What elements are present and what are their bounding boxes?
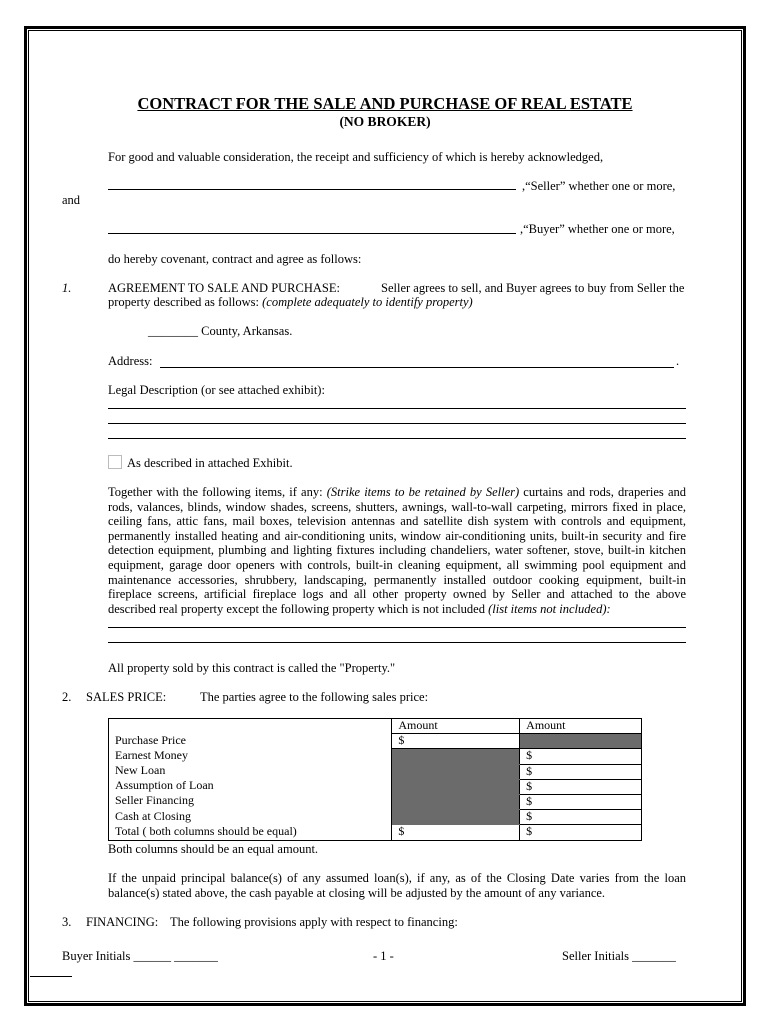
table-row bbox=[109, 734, 642, 749]
section1-text: Seller agrees to sell, and Buyer agrees to buy from Seller the bbox=[381, 281, 685, 295]
header-cell-blank bbox=[109, 719, 392, 734]
address-period: . bbox=[676, 354, 680, 368]
assumption-amount[interactable]: $ bbox=[520, 779, 642, 794]
included-items-body: curtains and rods, draperies and rods, valances, blinds, window shades, screens, shutters, awnings, wall-to-wall carpeting, mirrors fixed in place, ceiling fans, attic fans, mail boxes, television antennas and satellite dish system with controls and equipment, permanently installed heating and air-conditioning units, window air-conditioning units, built-in security and fire detection equipment, plumbing and lighting fixtures including chandeliers, water softener, stove, built-in kitchen equipment, garage door openers with controls, built-in cleaning equipment, all swimming pool equipment and maintenance accessories, shrubbery, landscaping, permanently installed outdoor cooking equipment, built-in fireplace screens, artificial fireplace logs and all other property owned by Seller and attached to the above described real property except the following property which is not included bbox=[108, 485, 686, 616]
document-subtitle: (NO BROKER) bbox=[339, 114, 431, 129]
shaded-cell bbox=[392, 749, 520, 764]
equal-note: Both columns should be an equal amount. bbox=[108, 842, 319, 856]
section3-heading: FINANCING: bbox=[86, 915, 159, 929]
seller-name-field[interactable] bbox=[108, 189, 516, 190]
section1-line2-italic: (complete adequately to identify property) bbox=[262, 295, 473, 309]
header-cell-amount-2: Amount bbox=[520, 719, 642, 734]
section1-number: 1. bbox=[62, 281, 72, 295]
document-title: CONTRACT FOR THE SALE AND PURCHASE OF REAL ESTATE bbox=[137, 94, 633, 113]
legal-description-label: Legal Description (or see attached exhibit): bbox=[108, 383, 325, 397]
legal-description-line-2[interactable] bbox=[108, 423, 686, 424]
table-header-row bbox=[109, 719, 642, 734]
section2-text: The parties agree to the following sales price: bbox=[200, 690, 429, 704]
legal-description-line-3[interactable] bbox=[108, 438, 686, 439]
table-row bbox=[109, 794, 642, 809]
county-line bbox=[148, 324, 292, 339]
footer-rule bbox=[30, 976, 72, 977]
county-label: County, Arkansas. bbox=[201, 324, 293, 338]
cash-at-closing-amount[interactable]: $ bbox=[520, 810, 642, 825]
excluded-items-italic: (list items not included): bbox=[488, 601, 611, 616]
header-cell-amount-1: Amount bbox=[392, 719, 520, 734]
included-items-pre: Together with the following items, if any: bbox=[108, 485, 327, 499]
new-loan-amount[interactable]: $ bbox=[520, 764, 642, 779]
row-label: Earnest Money bbox=[109, 749, 392, 764]
included-items-italic: (Strike items to be retained by Seller) bbox=[326, 485, 520, 499]
seller-label: ,“Seller” whether one or more, bbox=[522, 179, 676, 193]
address-label: Address: bbox=[108, 354, 153, 368]
shaded-cell bbox=[392, 779, 520, 794]
section1-heading: AGREEMENT TO SALE AND PURCHASE: bbox=[108, 281, 340, 295]
row-label: Total ( both columns should be equal) bbox=[109, 825, 392, 840]
table-row bbox=[109, 764, 642, 779]
address-field[interactable] bbox=[160, 367, 674, 368]
shaded-cell bbox=[520, 734, 642, 749]
shaded-cell bbox=[392, 794, 520, 809]
and-word: and bbox=[62, 193, 81, 207]
section2-number: 2. bbox=[62, 690, 72, 704]
row-label: Purchase Price bbox=[109, 734, 392, 749]
buyer-name-field[interactable] bbox=[108, 233, 516, 234]
seller-initials[interactable]: Seller Initials _______ bbox=[562, 949, 676, 963]
section3-text: The following provisions apply with respect to financing: bbox=[170, 915, 458, 929]
table-row-total bbox=[109, 825, 642, 840]
exhibit-label: As described in attached Exhibit. bbox=[127, 456, 293, 470]
buyer-initials[interactable]: Buyer Initials ______ _______ bbox=[62, 949, 218, 963]
total-amount-1[interactable]: $ bbox=[392, 825, 520, 840]
shaded-cell bbox=[392, 764, 520, 779]
page-number: - 1 - bbox=[373, 949, 394, 963]
row-label: New Loan bbox=[109, 764, 392, 779]
total-amount-2[interactable]: $ bbox=[520, 825, 642, 840]
excluded-items-line-2[interactable] bbox=[108, 642, 686, 643]
property-note: All property sold by this contract is called the "Property." bbox=[108, 661, 396, 675]
seller-financing-amount[interactable]: $ bbox=[520, 794, 642, 809]
exhibit-checkbox[interactable] bbox=[108, 455, 122, 469]
table-row bbox=[109, 749, 642, 764]
row-label: Assumption of Loan bbox=[109, 779, 392, 794]
shaded-cell bbox=[392, 810, 520, 825]
row-label: Seller Financing bbox=[109, 794, 392, 809]
earnest-money-amount[interactable]: $ bbox=[520, 749, 642, 764]
intro-text: For good and valuable consideration, the receipt and sufficiency of which is hereby acknowledged, bbox=[108, 150, 604, 164]
section1-line2 bbox=[108, 295, 473, 310]
section2-heading: SALES PRICE: bbox=[86, 690, 167, 704]
section3-number: 3. bbox=[62, 915, 72, 929]
county-blank[interactable]: ________ bbox=[148, 324, 198, 338]
table-row bbox=[109, 810, 642, 825]
balance-note: If the unpaid principal balance(s) of any assumed loan(s), if any, as of the Closing Date varies from the loan balance(s) stated above, the cash payable at closing will be adjusted by the amount of any variance. bbox=[108, 871, 686, 900]
buyer-label: ,“Buyer” whether one or more, bbox=[520, 222, 675, 236]
sales-price-table bbox=[108, 718, 642, 841]
table-row bbox=[109, 779, 642, 794]
purchase-price-amount[interactable]: $ bbox=[392, 734, 520, 749]
legal-description-line-1[interactable] bbox=[108, 408, 686, 409]
row-label: Cash at Closing bbox=[109, 810, 392, 825]
excluded-items-line-1[interactable] bbox=[108, 627, 686, 628]
section1-line2-plain: property described as follows: bbox=[108, 295, 263, 309]
included-items-paragraph bbox=[108, 485, 686, 616]
covenant-text: do hereby covenant, contract and agree as follows: bbox=[108, 252, 362, 266]
